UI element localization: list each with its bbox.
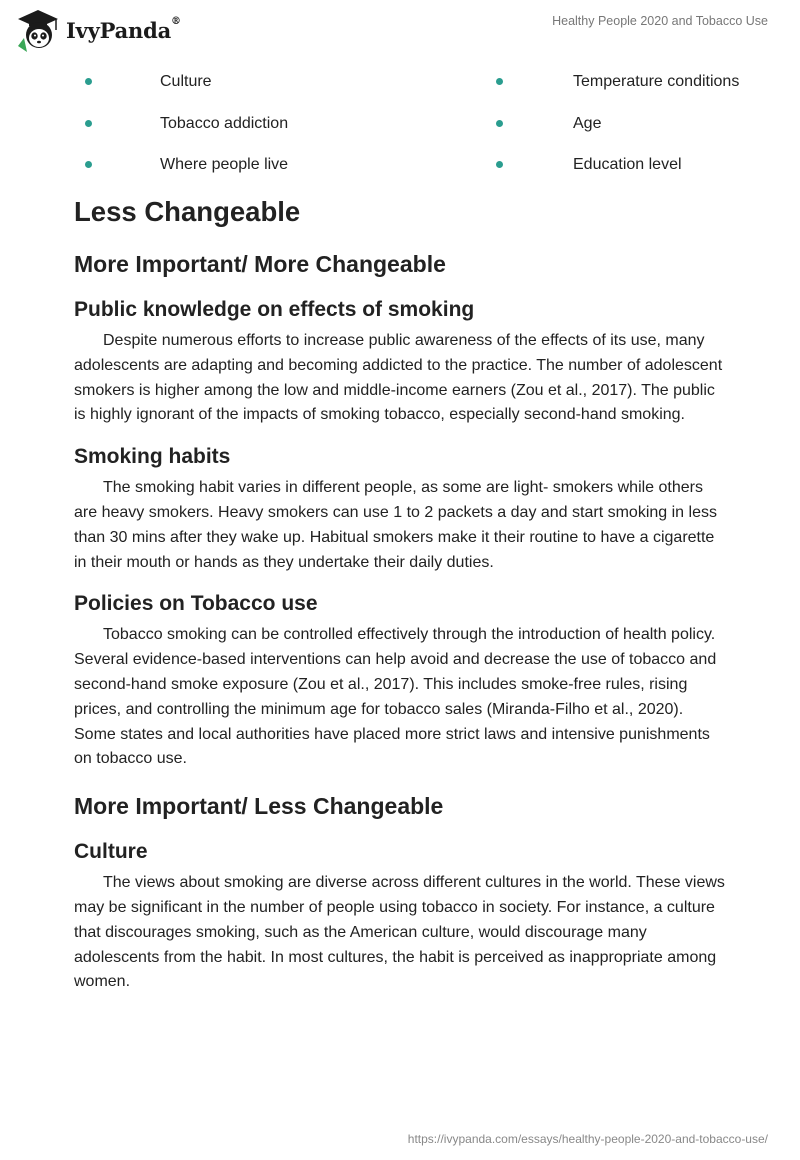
document-title: Healthy People 2020 and Tobacco Use xyxy=(552,14,768,28)
paragraph-public-knowledge: Despite numerous efforts to increase public awareness of the effects of its use, many adolescents are adapting and becoming addicted to the practice. The number of adolescent smokers is higher among the low and middle-income earners (Zou et al., 2017). The public is highly ignorant of the impacts of smoking tobacco, especially second-hand smoking. xyxy=(74,332,723,424)
heading-less-changeable: Less Changeable xyxy=(74,196,301,227)
factor-bullet-list: Culture Temperature conditions Tobacco addiction Age Where people live Education level xyxy=(0,72,800,197)
paragraph-culture: The views about smoking are diverse across different cultures in the world. These views may be significant in the number of people using tobacco in society. For instance, a culture that discourages smoking, such as the American culture, would discourage many adolescents from the habit. In most cultures, the habit is perceived as inappropriate among women. xyxy=(74,874,725,991)
panda-graduate-icon xyxy=(16,8,60,52)
bullet-icon xyxy=(496,78,503,85)
heading-smoking-habits: Smoking habits xyxy=(74,445,231,469)
paragraph-policies: Tobacco smoking can be controlled effectively through the introduction of health policy. Several evidence-based interventions can help avoid and decrease the use of tobacco and second-hand smoke exposure (Zou et al., 2017). This includes smoke-free rules, rising prices, and controlling the minimum age for tobacco sales (Miranda-Filho et al., 2020). Some states and local authorities have placed more strict laws and intensive punishments on tobacco use. xyxy=(74,626,717,768)
heading-culture: Culture xyxy=(74,840,148,864)
bullet-icon xyxy=(496,120,503,127)
essay-content xyxy=(74,196,726,995)
bullet-icon xyxy=(85,120,92,127)
bullet-icon xyxy=(85,161,92,168)
bullet-icon xyxy=(85,78,92,85)
heading-policies: Policies on Tobacco use xyxy=(74,592,318,616)
paragraph-smoking-habits: The smoking habit varies in different people, as some are light- smokers while others are heavy smokers. Heavy smokers can use 1 to 2 packets a day and start smoking in less than 30 mins after they wake up. Habitual smokers make it their routine to have a cigarette in their mouth or hands as they undertake their daily duties. xyxy=(74,479,717,571)
bullet-icon xyxy=(496,161,503,168)
registered-mark: ® xyxy=(171,15,181,27)
source-url[interactable]: https://ivypanda.com/essays/healthy-people-2020-and-tobacco-use/ xyxy=(407,1132,768,1146)
ivypanda-logo[interactable] xyxy=(16,8,181,52)
heading-more-important-more-changeable: More Important/ More Changeable xyxy=(74,251,446,277)
heading-more-important-less-changeable: More Important/ Less Changeable xyxy=(74,793,444,820)
heading-public-knowledge: Public knowledge on effects of smoking xyxy=(74,298,475,321)
brand-name: IvyPanda® xyxy=(66,15,181,43)
